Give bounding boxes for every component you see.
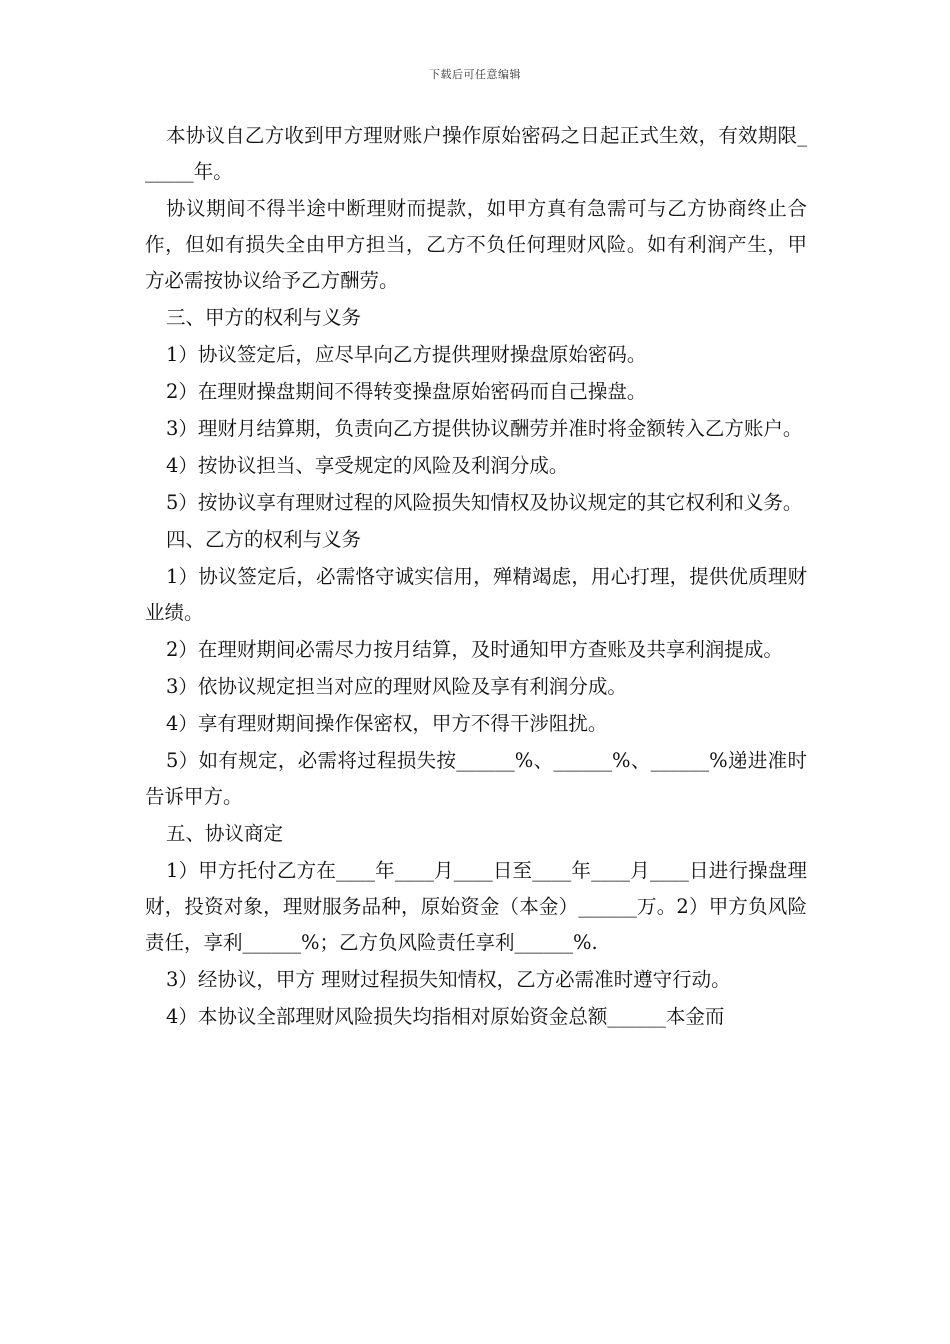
party-a-item-1: 1）协议签定后，应尽早向乙方提供理财操盘原始密码。 xyxy=(166,343,647,366)
document-body xyxy=(145,118,807,1036)
party-b-item-2: 2）在理财期间必需尽力按月结算，及时通知甲方查账及共享利润提成。 xyxy=(166,638,783,661)
party-a-item-3: 3）理财月结算期，负责向乙方提供协议酬劳并准时将金额转入乙方账户。 xyxy=(166,417,803,440)
party-b-item-5: 5）如有规定，必需将过程损失按______%、______%、______%递进准时告诉甲方。 xyxy=(145,749,807,808)
party-b-item-4: 4）享有理财期间操作保密权，甲方不得干涉阻扰。 xyxy=(166,712,608,735)
agreement-item-3: 3）经协议，甲方 理财过程损失知情权，乙方必需准时遵守行动。 xyxy=(166,968,731,991)
section-heading-agreement: 五、协议商定 xyxy=(166,822,284,845)
agreement-item-4: 4）本协议全部理财风险损失均指相对原始资金总额______本金而 xyxy=(166,1005,725,1028)
section-heading-party-a: 三、甲方的权利与义务 xyxy=(166,306,362,329)
page-header-note: 下载后可任意编辑 xyxy=(429,68,521,81)
party-b-item-1: 1）协议签定后，必需恪守诚实信用，殚精竭虑，用心打理，提供优质理财业绩。 xyxy=(145,565,807,624)
party-a-item-2: 2）在理财操盘期间不得转变操盘原始密码而自己操盘。 xyxy=(166,380,647,403)
paragraph-no-withdrawal: 协议期间不得半途中断理财而提款，如甲方真有急需可与乙方协商终止合作，但如有损失全由甲方担当，乙方不负任何理财风险。如有利润产生，甲方必需按协议给予乙方酬劳。 xyxy=(145,197,807,292)
party-a-item-4: 4）按协议担当、享受规定的风险及利润分成。 xyxy=(166,454,569,477)
party-b-item-3: 3）依协议规定担当对应的理财风险及享有利润分成。 xyxy=(166,675,627,698)
paragraph-effective-date: 本协议自乙方收到甲方理财账户操作原始密码之日起正式生效，有效期限______年。 xyxy=(145,124,807,183)
agreement-item-1-2: 1）甲方托付乙方在____年____月____日至____年____月____日进行操盘理财，投资对象，理财服务品种，原始资金（本金）______万。2）甲方负风险责任，享利______%；乙方负风险责任享利______%. xyxy=(145,859,807,954)
section-heading-party-b: 四、乙方的权利与义务 xyxy=(166,528,362,551)
party-a-item-5: 5）按协议享有理财过程的风险损失知情权及协议规定的其它权利和义务。 xyxy=(166,491,803,514)
